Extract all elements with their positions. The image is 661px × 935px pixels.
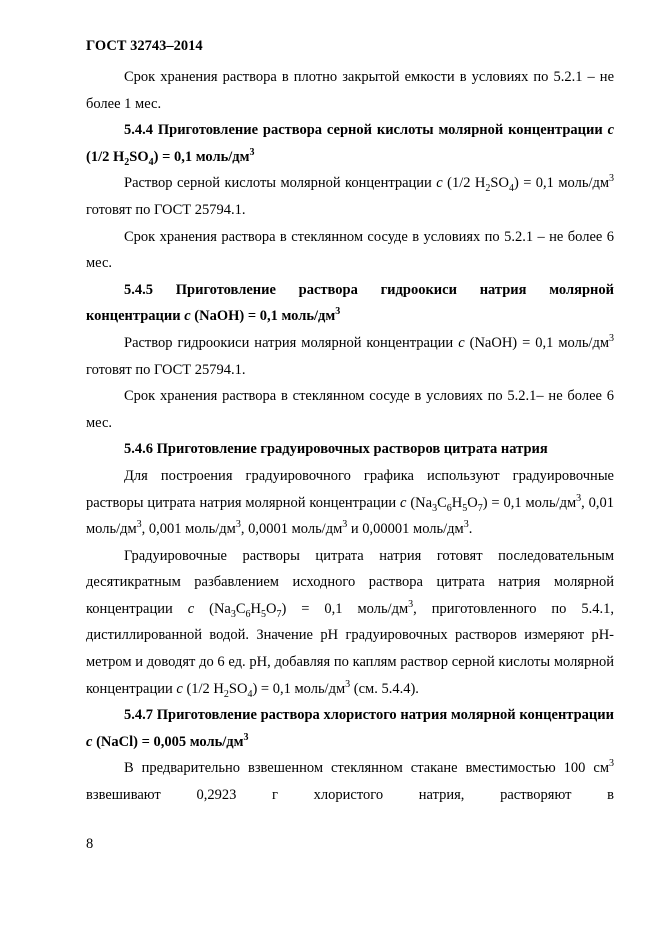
paragraph-sulfuric-acid: Раствор серной кислоты молярной концентрации c (1/2 $H_2SO_4) = 0,1$ моль/$дм^3$ готовят по ГОСТ 25794.1. xyxy=(86,173,615,218)
section-heading-5-4-6: 5.4.6 Приготовление градуировочных растворов цитрата натрия xyxy=(124,441,548,458)
paragraph-sodium-chloride: В предварительно взвешенном стеклянном стакане вместимостью 100 $см^3$ взвешивают 0,2923 г хлористого натрия, растворяют в xyxy=(86,758,614,804)
page-number: 8 xyxy=(86,836,94,852)
section-heading-5-4-5: 5.4.5 Приготовление раствора гидроокиси натрия молярной концентрации c (NaOH) = 0,1 моль/$дм^3$ xyxy=(86,281,614,325)
section-heading-5-4-7: 5.4.7 Приготовление раствора хлористого натрия молярной концентрации c (NaCl) = 0,005 моль/$дм^3$ xyxy=(86,707,614,750)
paragraph-storage-1: Срок хранения раствора в плотно закрытой емкости в условиях по 5.2.1 – не более 1 мес. xyxy=(86,69,614,112)
paragraph-storage-3: Срок хранения раствора в стеклянном сосуде в условиях по 5.2.1– не более 6 мес. xyxy=(86,388,614,431)
paragraph-storage-2: Срок хранения раствора в стеклянном сосуде в условиях по 5.2.1 – не более 6 мес. xyxy=(86,228,614,272)
paragraph-sodium-hydroxide: Раствор гидроокиси натрия молярной концентрации c (NaOH) = 0,1 моль/$дм^3$ готовят по ГОСТ 25794.1. xyxy=(86,333,615,378)
document-body xyxy=(86,64,614,809)
section-heading-5-4-4: 5.4.4 Приготовление раствора серной кислоты молярной концентрации c (1/2 $H_2SO_4) = 0,1$ моль/$дм^3$ xyxy=(86,122,615,168)
paragraph-dilution: Градуировочные растворы цитрата натрия готовят последовательным десятикратным разбавлением исходного раствора цитрата натрия молярной концентрации c $(Na_3C_6H_5O_7) = 0,1$ моль/$дм^3$, приготовленного по 5.4.1, дистиллированной водой. Значение pH градуировочных растворов измеряют pH-метром и доводят до 6 ед. pH, добавляя по каплям раствор серной кислоты молярной концентрации c (1/2 $H_2SO_4) = 0,1$ моль/$дм^3$ (см. 5.4.4). xyxy=(86,547,615,700)
document-code: ГОСТ 32743–2014 xyxy=(86,38,203,54)
paragraph-calibration-solutions: Для построения градуировочного графика используют градуировочные растворы цитрата натрия молярной концентрации c $(Na_3C_6H_5O_7) = 0,1$ моль/$дм^3$, 0,01 моль/$дм^3$, 0,001 моль/$дм^3$, 0,0001 моль/$дм^3$ и 0,00001 моль/$дм^3$. xyxy=(86,467,615,538)
